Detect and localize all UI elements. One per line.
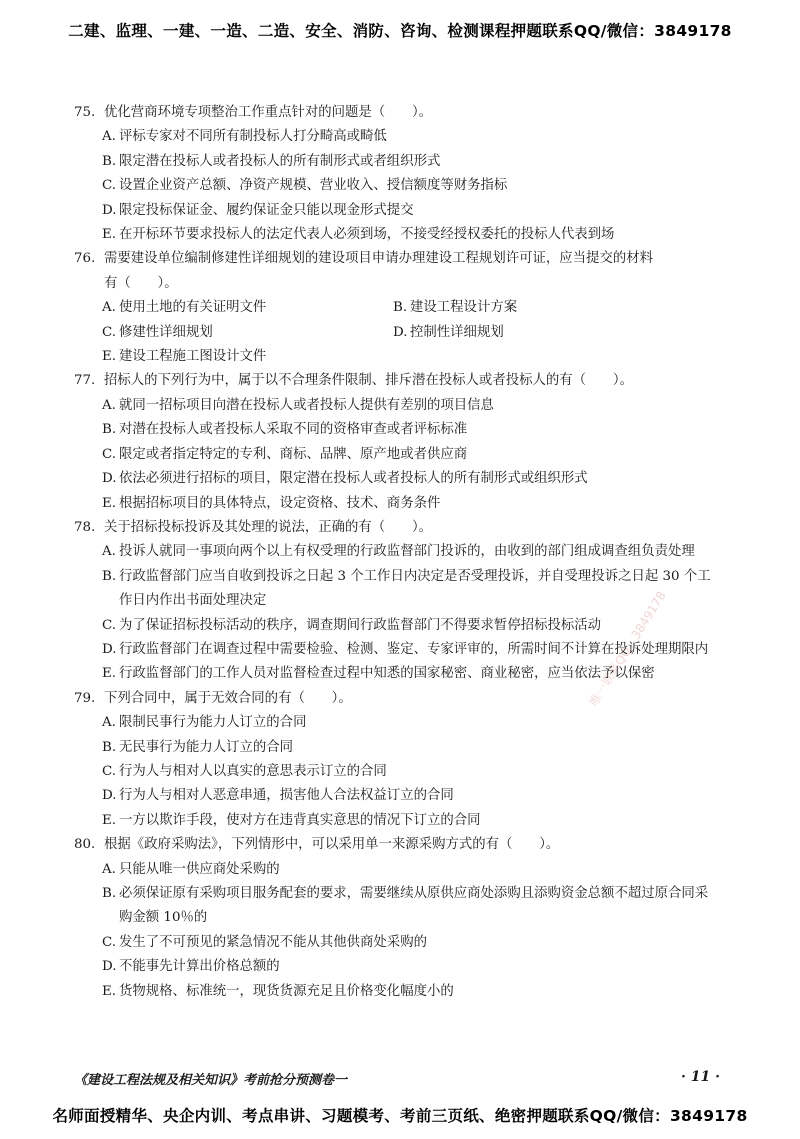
option-e: E. 建设工程施工图设计文件 (102, 349, 267, 365)
option-grid (102, 296, 720, 345)
page-footer (74, 1069, 720, 1088)
question-number: 77. (74, 373, 96, 389)
question-stem: 需要建设单位编制修建性详细规划的建设项目申请办理建设工程规划许可证，应当提交的材料 (104, 251, 654, 267)
watermark: 唯一联系QQ：3849178 (586, 588, 669, 709)
option-c: C. 发生了不可预见的紧急情况不能从其他供商处采购的 (102, 934, 427, 950)
option-c: C. 行为人与相对人以真实的意思表示订立的合同 (102, 763, 387, 779)
option-e: E. 在开标环节要求投标人的法定代表人必须到场，不接受经授权委托的投标人代表到场 (102, 227, 615, 243)
book-title: 《建设工程法规及相关知识》考前抢分预测卷一 (74, 1073, 348, 1088)
option-e: E. 货物规格、标准统一，现货货源充足且价格变化幅度小的 (102, 983, 454, 999)
option-a: A. 评标专家对不同所有制投标人打分畸高或畸低 (102, 129, 387, 145)
question-number: 80. (74, 837, 96, 853)
question-stem: 根据《政府采购法》，下列情形中，可以采用单一来源采购方式的有（ ）。 (104, 837, 560, 853)
option-d: D. 控制性详细规划 (393, 324, 504, 340)
option-b: B. 建设工程设计方案 (393, 300, 518, 316)
option-a: A. 使用土地的有关证明文件 (102, 300, 267, 316)
question-list (74, 101, 720, 1004)
option-b: B. 行政监督部门应当自收到投诉之日起 3 个工作日内决定是否受理投诉，并自受理投诉之日起 30 个工作日内作出书面处理决定 (102, 568, 711, 609)
option-d: D. 限定投标保证金、履约保证金只能以现金形式提交 (102, 202, 414, 218)
option-a: A. 只能从唯一供应商处采购的 (102, 861, 280, 877)
question-stem: 关于招标投标投诉及其处理的说法，正确的有（ ）。 (104, 519, 433, 535)
option-e: E. 一方以欺诈手段，使对方在违背真实意思的情况下订立的合同 (102, 812, 481, 828)
option-b: B. 必须保证原有采购项目服务配套的要求，需要继续从原供应商处添购且添购资金总额不超过原合同采购金额 10％的 (102, 886, 709, 926)
question-75 (74, 101, 720, 247)
option-d: D. 行政监督部门在调查过程中需要检验、检测、鉴定、专家评审的，所需时间不计算在投诉处理期限内 (102, 641, 709, 657)
option-b: B. 限定潜在投标人或者投标人的所有制形式或者组织形式 (102, 153, 441, 169)
option-e: E. 行政监督部门的工作人员对监督检查过程中知悉的国家秘密、商业秘密，应当依法予以保密 (102, 666, 655, 682)
question-number: 78. (74, 519, 96, 535)
option-e: E. 根据招标项目的具体特点，设定资格、技术、商务条件 (102, 495, 441, 511)
option-a: A. 就同一招标项目向潜在投标人或者投标人提供有差别的项目信息 (102, 397, 494, 413)
option-d: D. 不能事先计算出价格总额的 (102, 959, 280, 975)
option-d: D. 依法必须进行招标的项目，限定潜在投标人或者投标人的所有制形式或组织形式 (102, 471, 588, 487)
option-c: C. 修建性详细规划 (102, 324, 213, 340)
question-stem: 下列合同中，属于无效合同的有（ ）。 (104, 690, 352, 706)
question-number: 75. (74, 105, 96, 120)
top-banner: 二建、监理、一建、一造、二造、安全、消防、咨询、检测课程押题联系QQ/微信：3849178 (68, 22, 732, 40)
option-c: C. 设置企业资产总额、净资产规模、营业收入、授信额度等财务指标 (102, 178, 508, 194)
option-c: C. 限定或者指定特定的专利、商标、品牌、原产地或者供应商 (102, 446, 468, 462)
question-stem-continued: 有（ ）。 (104, 275, 178, 291)
question-80 (74, 833, 720, 1004)
page-number: · 11 · (681, 1069, 720, 1085)
option-d: D. 行为人与相对人恶意串通，损害他人合法权益订立的合同 (102, 788, 454, 804)
option-c: C. 为了保证招标投标活动的秩序，调查期间行政监督部门不得要求暂停招标投标活动 (102, 617, 602, 633)
option-b: B. 对潜在投标人或者投标人采取不同的资格审查或者评标标准 (102, 422, 468, 438)
question-stem: 优化营商环境专项整治工作重点针对的问题是（ ）。 (104, 105, 433, 120)
question-77 (74, 369, 720, 515)
option-a: A. 限制民事行为能力人订立的合同 (102, 715, 307, 731)
question-76 (74, 247, 720, 369)
bottom-banner: 名师面授精华、央企内训、考点串讲、习题模考、考前三页纸、绝密押题联系QQ/微信：3849178 (52, 1107, 748, 1125)
option-b: B. 无民事行为能力人订立的合同 (102, 739, 294, 755)
question-79 (74, 687, 720, 833)
question-number: 76. (74, 251, 96, 267)
question-number: 79. (74, 690, 96, 706)
option-a: A. 投诉人就同一事项向两个以上有权受理的行政监督部门投诉的，由收到的部门组成调查组负责处理 (102, 544, 695, 560)
question-stem: 招标人的下列行为中，属于以不合理条件限制、排斥潜在投标人或者投标人的有（ ）。 (104, 373, 633, 389)
